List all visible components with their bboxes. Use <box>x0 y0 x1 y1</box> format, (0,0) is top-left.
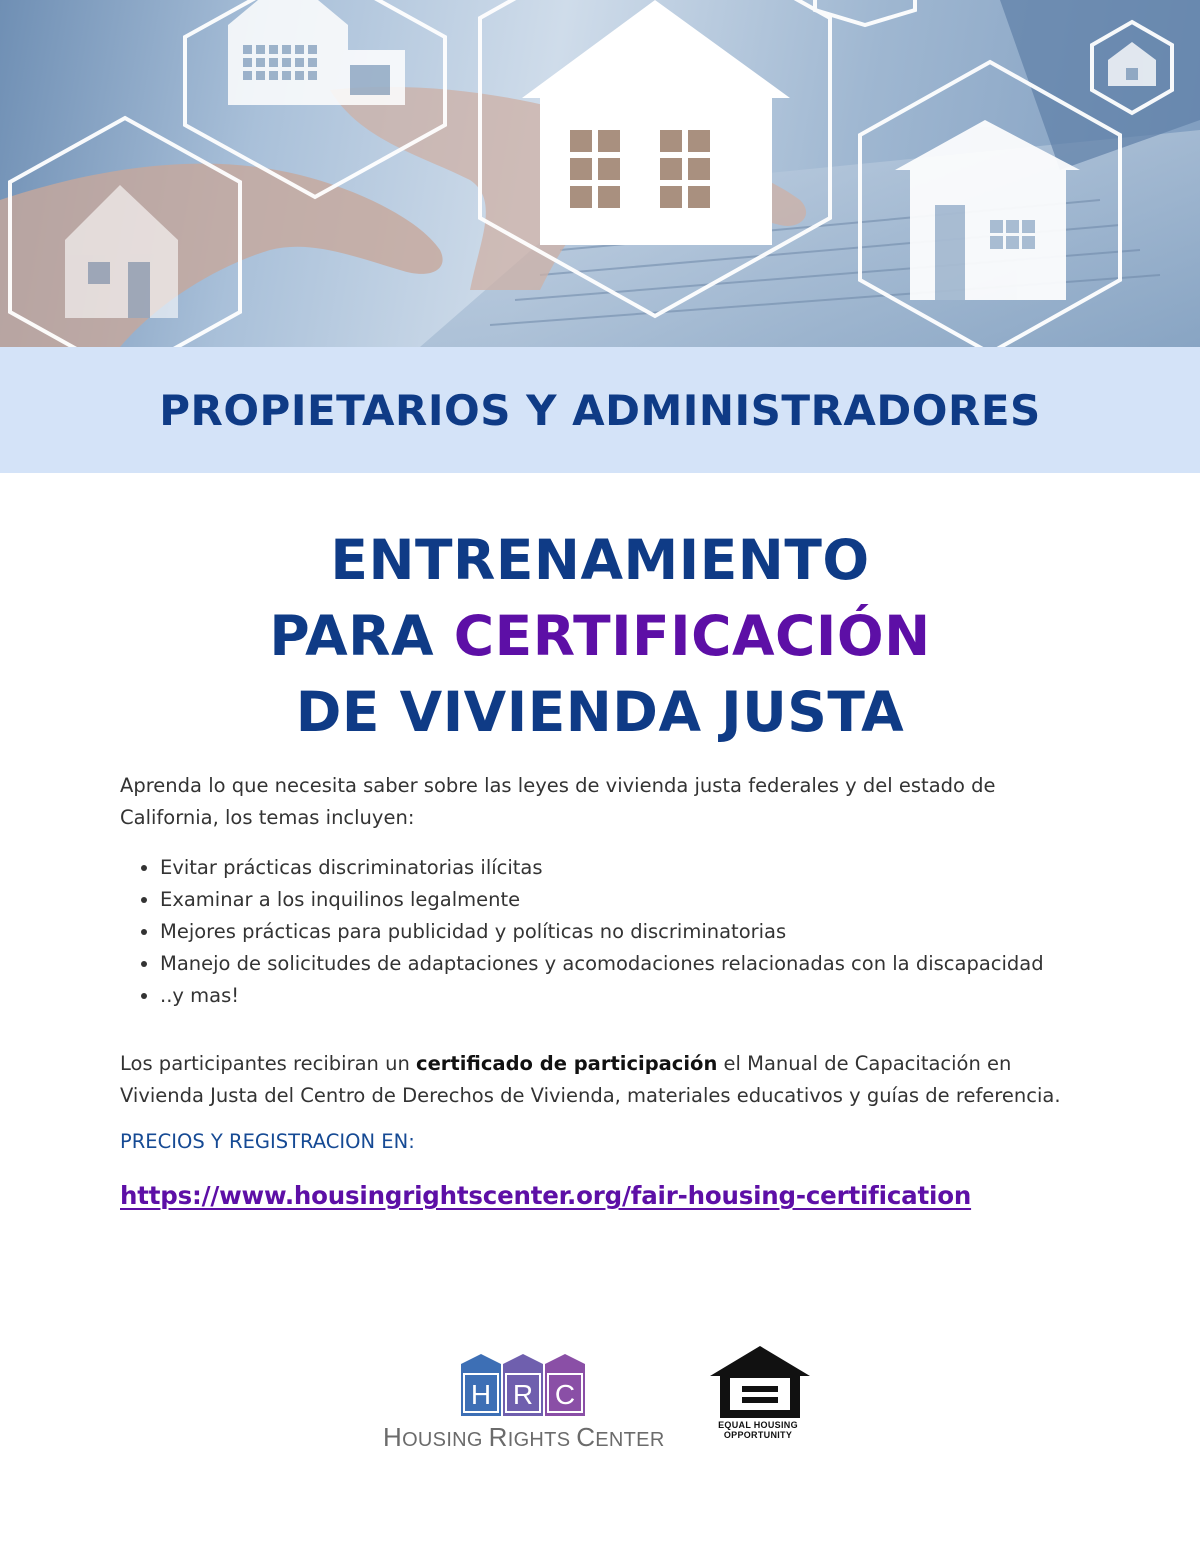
participants-paragraph <box>120 1048 1070 1112</box>
registration-link[interactable]: https://www.housingrightscenter.org/fair-housing-certification <box>120 1181 972 1210</box>
headline-line-1: ENTRENAMIENTO <box>330 528 870 592</box>
headline-line-2 <box>0 598 1200 674</box>
intro-paragraph: Aprenda lo que necesita saber sobre las leyes de vivienda justa federales y del estado de California, los temas incluyen: <box>120 774 996 829</box>
list-item: • Evitar prácticas discriminatorias ilícitas <box>160 852 1070 884</box>
list-item: • Examinar a los inquilinos legalmente <box>160 884 1070 916</box>
hrc-logo-mark <box>461 1354 587 1420</box>
hrc-name-part: C <box>576 1422 596 1452</box>
audience-title: PROPIETARIOS Y ADMINISTRADORES <box>159 385 1041 435</box>
headline <box>0 522 1200 750</box>
body-content <box>120 770 1070 1212</box>
house-icon <box>522 0 790 245</box>
hrc-name <box>383 1422 673 1453</box>
hero-image <box>0 0 1200 347</box>
headline-accent: CERTIFICACIÓN <box>453 604 931 668</box>
list-item: • ..y mas! <box>160 980 1070 1012</box>
hrc-name-part: ENTER <box>595 1429 665 1451</box>
hrc-name-part: R <box>488 1422 508 1452</box>
hrc-name-part: H <box>383 1422 403 1452</box>
list-item: • Manejo de solicitudes de adaptaciones y acomodaciones relacionadas con la discapacidad <box>160 948 1070 980</box>
audience-band <box>0 347 1200 473</box>
hero-illustration <box>0 0 1200 347</box>
registration-label: PRECIOS Y REGISTRACION EN: <box>120 1130 415 1153</box>
hrc-letter-r: R <box>512 1379 534 1410</box>
headline-line-2-prefix: PARA <box>269 604 454 668</box>
participants-text-before: Los participantes recibiran un <box>120 1052 417 1075</box>
hrc-logo <box>383 1354 673 1454</box>
topics-list <box>120 852 1070 1012</box>
headline-line-3: DE VIVIENDA JUSTA <box>295 680 905 744</box>
equal-housing-line-1: EQUAL HOUSING <box>718 1420 798 1430</box>
hrc-letter-h: H <box>470 1379 492 1410</box>
participants-text-after: el Manual de Capacitación en Vivienda Justa del Centro de Derechos de Vivienda, materiales educativos y guías de referencia. <box>120 1052 1061 1107</box>
house-icon <box>228 0 405 105</box>
list-item: • Mejores prácticas para publicidad y políticas no discriminatorias <box>160 916 1070 948</box>
equal-housing-line-2: OPPORTUNITY <box>723 1430 793 1440</box>
participants-certificate: certificado de participación <box>416 1052 718 1075</box>
equal-housing-text <box>706 1420 810 1440</box>
hrc-name-part: OUSING <box>402 1429 489 1451</box>
equal-housing-logo <box>706 1342 818 1452</box>
hrc-letter-c: C <box>554 1379 576 1410</box>
hrc-name-part: IGHTS <box>507 1429 577 1451</box>
equal-housing-icon <box>706 1342 814 1422</box>
